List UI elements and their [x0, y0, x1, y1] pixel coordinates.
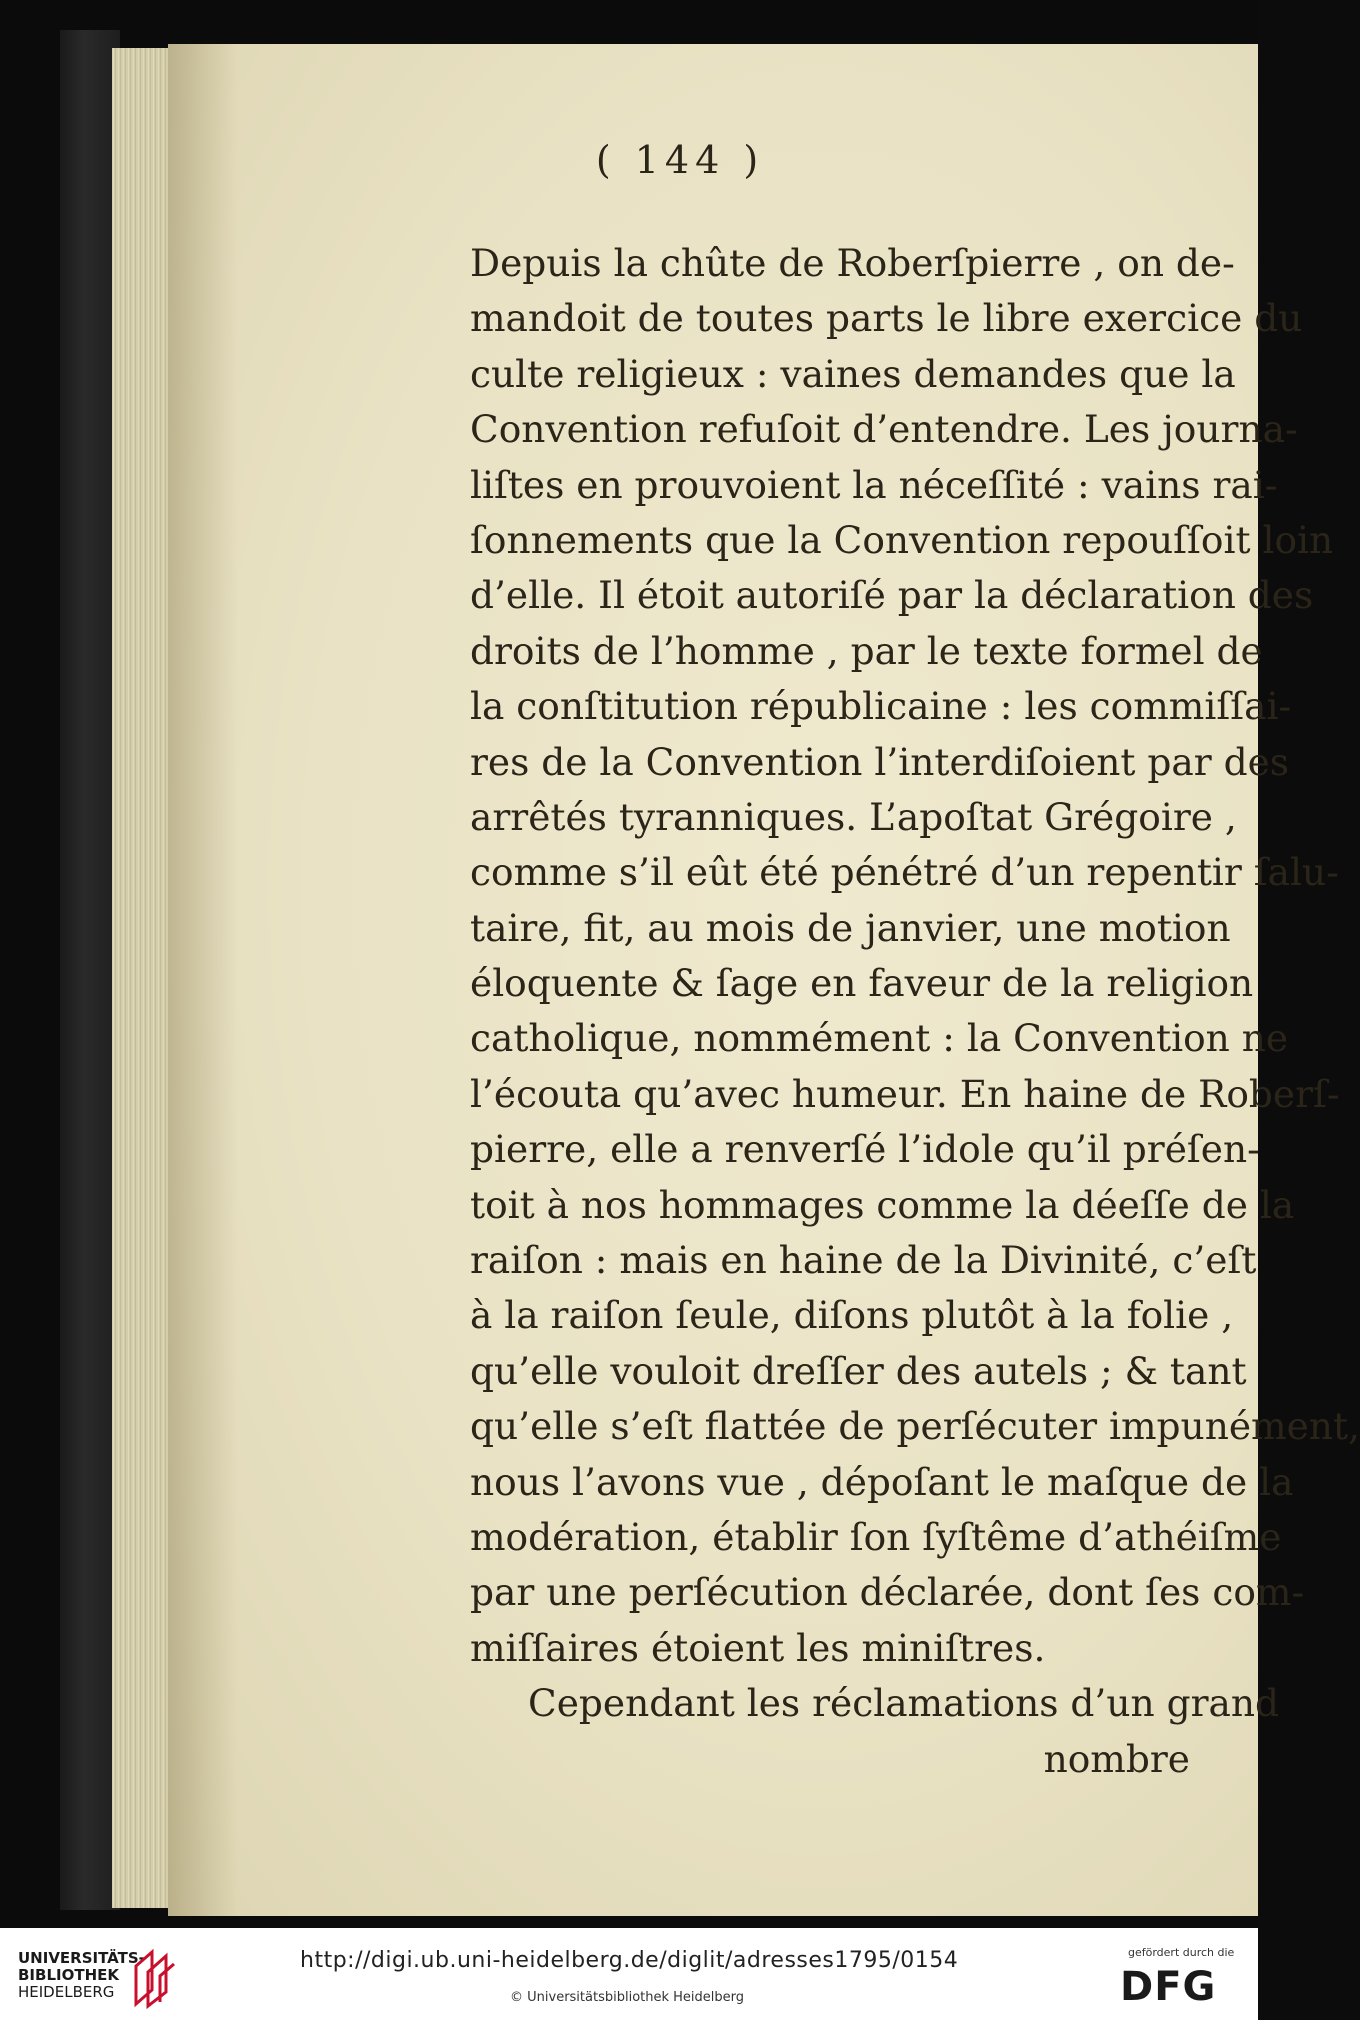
text-line: culte religieux : vaines demandes que la: [470, 351, 1236, 396]
library-name-line: BIBLIOTHEK: [18, 1966, 119, 1984]
library-name[interactable]: [18, 1950, 145, 2001]
dfg-logo[interactable]: DFG: [1120, 1964, 1217, 2010]
page-text: [470, 236, 1360, 1787]
text-line: miſſaires étoient les miniſtres.: [470, 1625, 1046, 1670]
page-number: ( 144 ): [595, 138, 765, 182]
book-cover-edge: [60, 30, 120, 1910]
copyright-notice: © Universitätsbibliothek Heidelberg: [510, 1990, 745, 2005]
text-line: mandoit de toutes parts le libre exercice du: [470, 296, 1303, 341]
text-line: ſonnements que la Convention repouſſoit loin: [470, 517, 1334, 562]
text-line: raiſon : mais en haine de la Divinité, c’eſt: [470, 1238, 1257, 1283]
text-line-paragraph-start: Cependant les réclamations d’un grand: [528, 1681, 1280, 1726]
text-line: par une perſécution déclarée, dont ſes com-: [470, 1570, 1305, 1615]
text-line: arrêtés tyranniques. L’apoſtat Grégoire ,: [470, 794, 1237, 839]
text-line: comme s’il eût été pénétré d’un repentir ſalu-: [470, 850, 1339, 895]
text-line: Convention refuſoit d’entendre. Les journa-: [470, 407, 1298, 452]
text-line: catholique, nommément : la Convention ne: [470, 1016, 1289, 1061]
text-line: pierre, elle a renverſé l’idole qu’il préſen-: [470, 1127, 1260, 1172]
page-edges: [112, 48, 170, 1908]
library-logo-icon[interactable]: [132, 1944, 178, 2008]
text-line: Depuis la chûte de Roberſpierre , on de-: [470, 241, 1235, 285]
viewer-footer: [0, 1928, 1258, 2020]
text-line: à la raiſon ſeule, diſons plutôt à la folie ,: [470, 1293, 1234, 1338]
gutter-shadow: [168, 44, 238, 1916]
text-line: droits de l’homme , par le texte formel de: [470, 628, 1263, 673]
text-line: l’écouta qu’avec humeur. En haine de Roberſ-: [470, 1071, 1340, 1116]
text-line: liſtes en prouvoient la néceſſité : vains rai-: [470, 462, 1278, 507]
text-line: qu’elle vouloit dreſſer des autels ; & tant: [470, 1348, 1247, 1393]
text-line: éloquente & ſage en faveur de la religion: [470, 961, 1254, 1006]
funder-label: gefördert durch die: [1128, 1946, 1235, 1959]
text-line: taire, fit, au mois de janvier, une motion: [470, 905, 1231, 950]
library-name-line: UNIVERSITÄTS-: [18, 1949, 145, 1967]
text-line: res de la Convention l’interdiſoient par des: [470, 739, 1290, 784]
library-name-line: HEIDELBERG: [18, 1983, 115, 2001]
catchword: nombre: [1043, 1736, 1190, 1781]
text-line: la conſtitution républicaine : les commiſſai-: [470, 684, 1292, 729]
text-line: nous l’avons vue , dépoſant le maſque de la: [470, 1459, 1294, 1504]
text-line: qu’elle s’eſt flattée de perſécuter impunément,: [470, 1404, 1360, 1449]
permalink-url[interactable]: http://digi.ub.uni-heidelberg.de/diglit/adresses1795/0154: [300, 1948, 959, 1973]
text-line: modération, établir ſon ſyſtême d’athéiſme: [470, 1514, 1282, 1559]
text-line: toit à nos hommages comme la déeſſe de la: [470, 1182, 1295, 1227]
text-line: d’elle. Il étoit autoriſé par la déclaration des: [470, 573, 1314, 618]
